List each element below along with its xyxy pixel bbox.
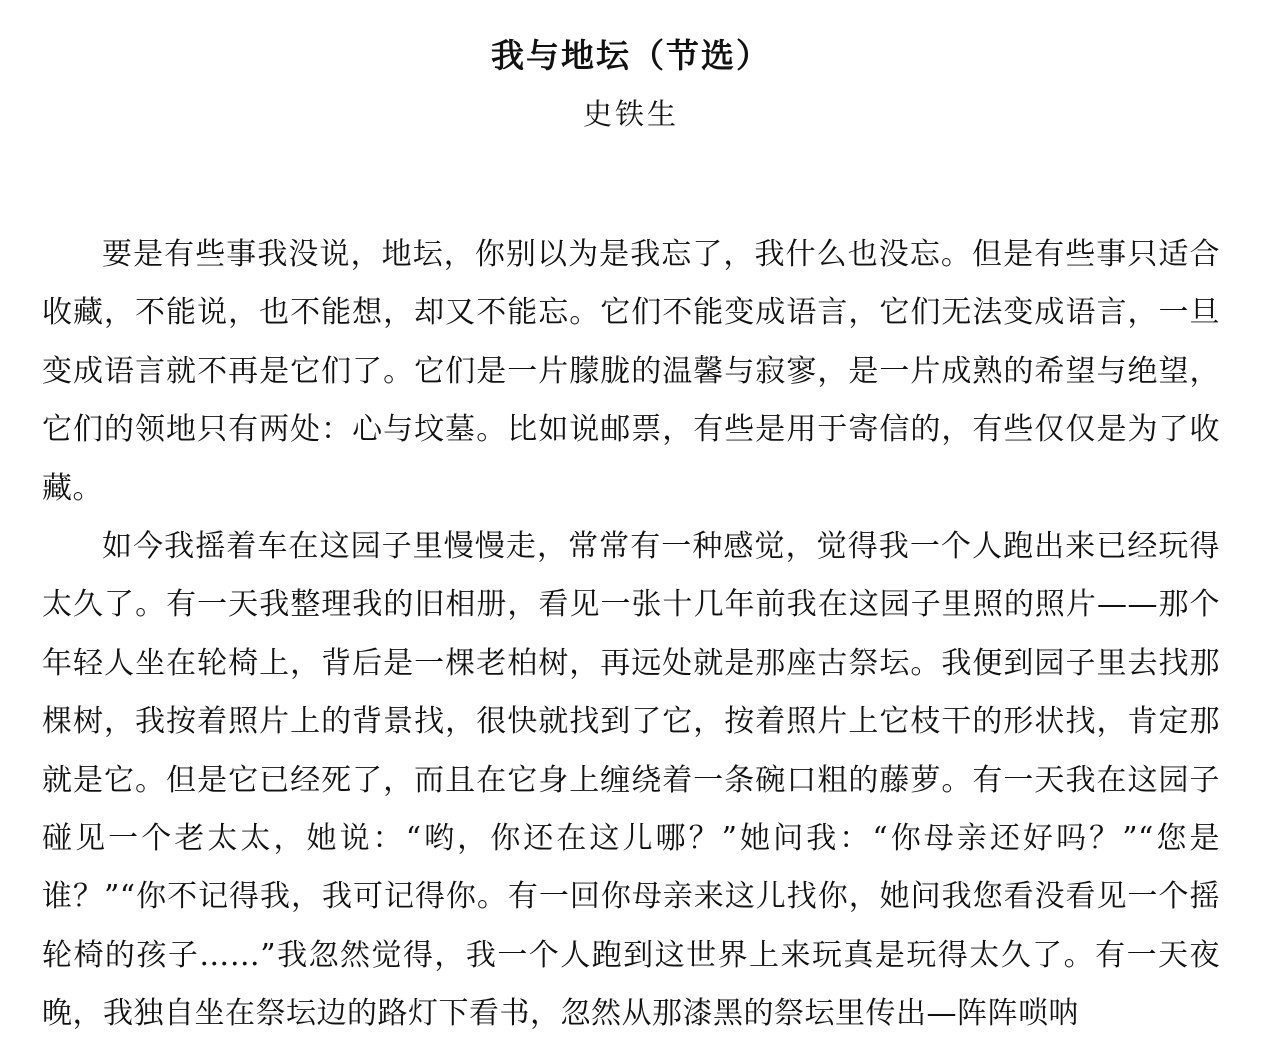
document-author: 史铁生	[582, 97, 679, 131]
document-page	[42, 0, 1220, 1044]
document-body	[42, 226, 1220, 1044]
document-title: 我与地坛（节选）	[491, 36, 771, 75]
paragraph-2: 如今我摇着车在这园子里慢慢走，常常有一种感觉，觉得我一个人跑出来已经玩得太久了。有一天我整理我的旧相册，看见一张十几年前我在这园子里照的照片——那个年轻人坐在轮椅上，背后是一棵老柏树，再远处就是那座古祭坛。我便到园子里去找那棵树，我按着照片上的背景找，很快就找到了它，按着照片上它枝干的形状找，肯定那就是它。但是它已经死了，而且在它身上缠绕着一条碗口粗的藤萝。有一天我在这园子碰见一个老太太，她说：“哟，你还在这儿哪？”她问我：“你母亲还好吗？”“您是谁？”“你不记得我，我可记得你。有一回你母亲来这儿找你，她问我您看没看见一个摇轮椅的孩子……”我忽然觉得，我一个人跑到这世界上来玩真是玩得太久了。有一天夜晚，我独自坐在祭坛边的路灯下看书，忽然从那漆黑的祭坛里传出—阵阵唢呐	[42, 529, 1220, 1032]
paragraph-1: 要是有些事我没说，地坛，你别以为是我忘了，我什么也没忘。但是有些事只适合收藏，不能说，也不能想，却又不能忘。它们不能变成语言，它们无法变成语言，一旦变成语言就不再是它们了。它们是一片朦胧的温馨与寂寥，是一片成熟的希望与绝望，它们的领地只有两处：心与坟墓。比如说邮票，有些是用于寄信的，有些仅仅是为了收藏。	[42, 237, 1220, 506]
